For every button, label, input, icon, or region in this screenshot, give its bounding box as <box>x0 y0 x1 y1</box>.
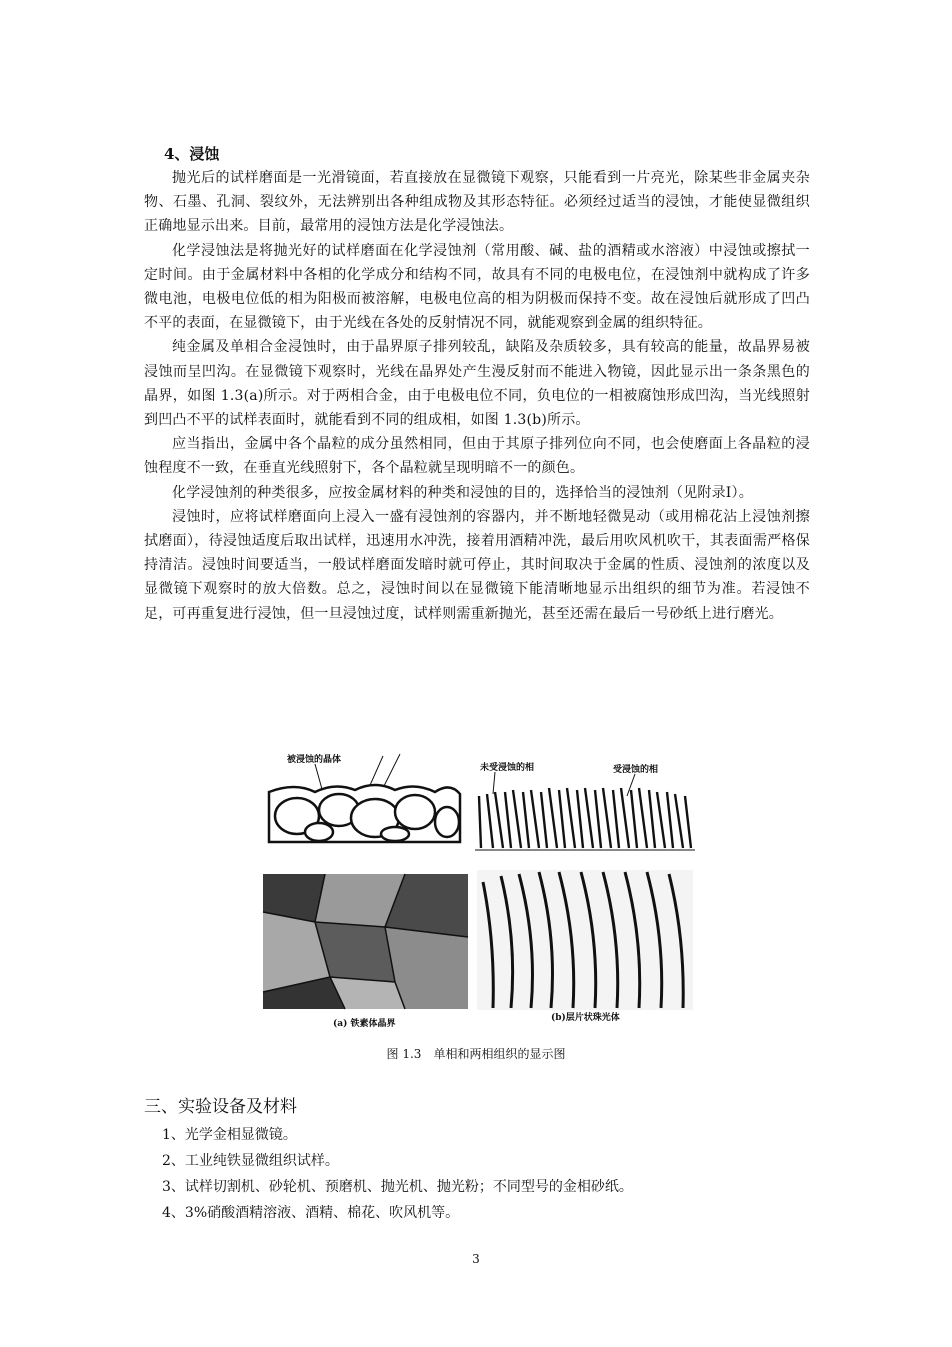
etching-section <box>144 142 810 626</box>
section-heading: 4、浸蚀 <box>164 145 220 163</box>
list-item: 2、工业纯铁显微组织试样。 <box>162 1153 339 1169</box>
figure-1-3 <box>255 752 700 1032</box>
label-etched-phase: 受浸蚀的相 <box>613 765 659 775</box>
label-etched-grain: 被浸蚀的晶体 <box>287 755 342 765</box>
paragraph-1: 抛光后的试样磨面是一光滑镜面，若直接放在显微镜下观察，只能看到一片亮光，除某些非金属夹杂物、石墨、孔洞、裂纹外，无法辨别出各种组成物及其形态特征。必须经过适当的浸蚀，才能使显微组织正确地显示出来。目前，最常用的浸蚀方法是化学浸蚀法。 <box>144 170 810 235</box>
equipment-list <box>162 1122 633 1226</box>
paragraph-6: 浸蚀时，应将试样磨面向上浸入一盛有浸蚀剂的容器内，并不断地轻微晃动（或用棉花沾上浸蚀剂擦拭磨面），待浸蚀适度后取出试样，迅速用水冲洗，接着用酒精冲洗，最后用吹风机吹干，其表面需严格保持清洁。浸蚀时间要适当，一般试样磨面发暗时就可停止，其时间取决于金属的性质、浸蚀剂的浓度以及显微镜下观察时的放大倍数。总之，浸蚀时间以在显微镜下能清晰地显示出组织的细节为准。若浸蚀不足，可再重复进行浸蚀，但一旦浸蚀过度，试样则需重新抛光，甚至还需在最后一号砂纸上进行磨光。 <box>144 508 810 622</box>
list-item: 4、3%硝酸酒精溶液、酒精、棉花、吹风机等。 <box>162 1205 460 1221</box>
paragraph-5: 化学浸蚀剂的种类很多，应按金属材料的种类和浸蚀的目的，选择恰当的浸蚀剂（见附录Ⅰ）。 <box>172 484 753 501</box>
equipment-heading: 三、实验设备及材料 <box>144 1097 297 1117</box>
subcaption-a: (a) 铁素体晶界 <box>333 1019 396 1029</box>
paragraph-3: 纯金属及单相合金浸蚀时，由于晶界原子排列较乱，缺陷及杂质较多，具有较高的能量，故晶界易被浸蚀而呈凹沟。在显微镜下观察时，光线在晶界处产生漫反射而不能进入物镜，因此显示出一条条黑色的晶界，如图 1.3(a)所示。对于两相合金，由于电极电位不同，负电位的一相被腐蚀形成凹沟，当光线照射到凹凸不平的试样表面时，就能看到不同的组成相，如图 1.3(b)所示。 <box>144 339 810 429</box>
paragraph-4: 应当指出，金属中各个晶粒的成分虽然相同，但由于其原子排列位向不同，也会使磨面上各晶粒的浸蚀程度不一致，在垂直光线照射下，各个晶粒就呈现明暗不一的颜色。 <box>144 436 810 477</box>
subcaption-b: (b)层片状珠光体 <box>551 1013 620 1023</box>
figure-caption: 图 1.3 单相和两相组织的显示图 <box>386 1047 566 1061</box>
paragraph-2: 化学浸蚀法是将抛光好的试样磨面在化学浸蚀剂（常用酸、碱、盐的酒精或水溶液）中浸蚀或擦拭一定时间。由于金属材料中各相的化学成分和结构不同，故具有不同的电极电位，在浸蚀剂中就构成了许多微电池，电极电位低的相为阳极而被溶解，电极电位高的相为阴极而保持不变。故在浸蚀后就形成了凹凸不平的表面，在显微镜下，由于光线在各处的反射情况不同，就能观察到金属的组织特征。 <box>144 242 810 332</box>
micrograph-illustration <box>255 752 700 1017</box>
page-number: 3 <box>472 1252 480 1266</box>
list-item: 3、试样切割机、砂轮机、预磨机、抛光机、抛光粉；不同型号的金相砂纸。 <box>162 1179 633 1195</box>
list-item: 1、光学金相显微镜。 <box>162 1127 297 1143</box>
label-unetched-phase: 未受浸蚀的相 <box>480 763 535 773</box>
